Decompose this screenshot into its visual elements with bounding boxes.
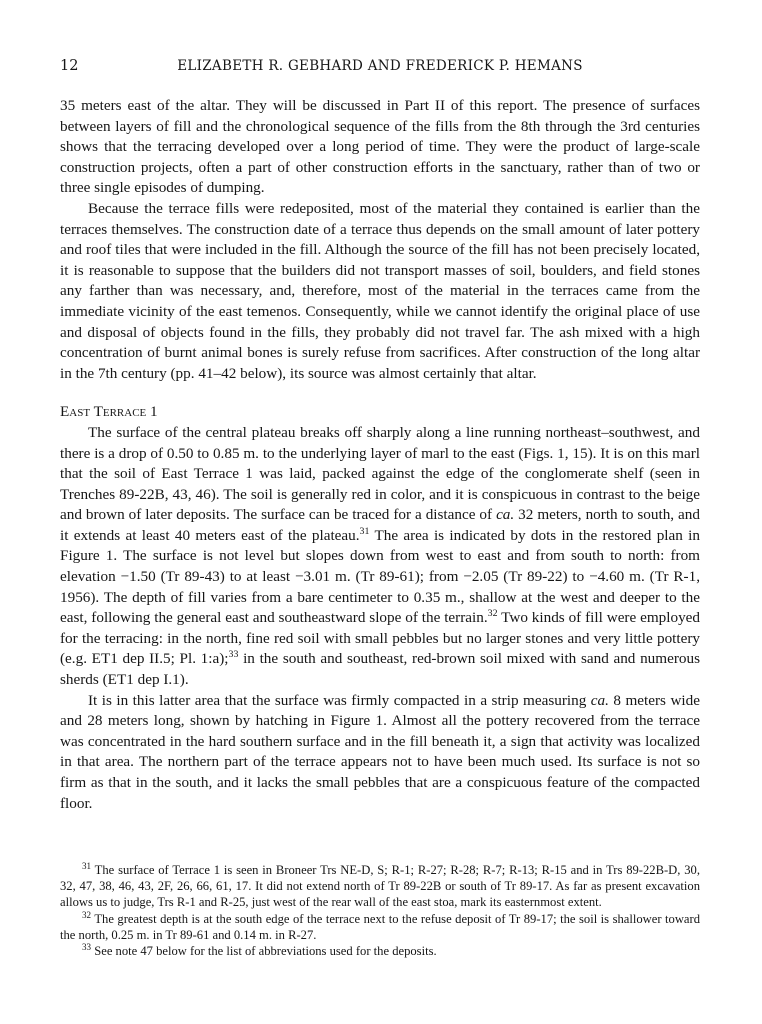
section-heading-east-terrace-1: East Terrace 1	[60, 403, 158, 421]
footnote-32-mark: 32	[82, 909, 92, 920]
paragraph-3-text-d: Two kinds of fill were employed for the terracing: in the north, fine red soil with small pebbles but no larger stones and very little pottery (e.g. ET1 dep II.5; Pl. 1:a);	[60, 609, 701, 668]
paragraph-4-text-a: It is in this latter area that the surface was firmly compacted in a strip measuring	[88, 691, 591, 709]
paragraph-3-text-b: 32 meters, north to south, and it extends at least 40 meters east of the plateau.	[60, 506, 700, 544]
paragraph-4-text-b: 8 meters wide and 28 meters long, shown by hatching in Figure 1. Almost all the pottery recovered from the terrace was concentrated in the hard southern surface and in the fill beneath it, a sign that activity was localized in that area. The northern part of the terrace appears not to have been much used. Its surface is not so firm as that in the south, and it lacks the small pebbles that are a conspicuous feature of the compacted floor.	[60, 691, 700, 812]
paragraph-1: 35 meters east of the altar. They will be discussed in Part II of this report. The presence of surfaces between layers of fill and the chronological sequence of the fills from the 8th through the 3rd centuries shows that the terracing developed over a long period of time. They were the product of large-scale construction projects, often a part of other construction efforts in the sanctuary, rather than of two or three single episodes of dumping.	[60, 97, 700, 197]
footnote-ref-33[interactable]: 33	[228, 649, 239, 661]
footnote-31-text: The surface of Terrace 1 is seen in Broneer Trs NE-D, S; R-1; R-27; R-28; R-7; R-13; R-15 and in Trs 89-22B-D, 30, 32, 47, 38, 46, 43, 2F, 26, 66, 61, 17. It did not extend north of Tr 89-22B or south of Tr 89-17. As far as present excavation allows us to judge, Trs R-1 and R-25, just west of the rear wall of the east stoa, mark its easternmost extent.	[60, 863, 700, 910]
page-header	[60, 58, 700, 80]
main-text	[60, 96, 700, 814]
footnote-33-text: See note 47 below for the list of abbreviations used for the deposits.	[94, 944, 437, 959]
page-number: 12	[60, 58, 79, 74]
footnote-31	[60, 862, 700, 911]
paragraph-3-text-c: The area is indicated by dots in the restored plan in Figure 1. The surface is not level but slopes down from west to east and from south to north: from elevation −1.50 (Tr 89-43) to at least −3.01 m. (Tr 89-61); from −2.05 (Tr 89-22) to −4.60 m. (Tr R-1, 1956). The depth of fill varies from a bare centimeter to 0.35 m., shallow at the west and deeper to the east, following the general east and southeastward slope of the terrain.	[60, 526, 700, 627]
footnote-33-mark: 33	[82, 941, 92, 952]
paragraph-4-ca: ca.	[590, 691, 609, 709]
footnote-ref-32[interactable]: 32	[487, 608, 498, 620]
paragraph-3	[60, 423, 700, 691]
footnote-32-text: The greatest depth is at the south edge of the terrace next to the refuse deposit of Tr 89-17; the soil is shallower toward the north, 0.25 m. in Tr 89-61 and 0.14 m. in R-27.	[60, 911, 701, 942]
running-head: ELIZABETH R. GEBHARD AND FREDERICK P. HEMANS	[177, 58, 583, 74]
paragraph-3-ca: ca.	[496, 506, 515, 524]
paragraph-4	[60, 691, 700, 815]
footnote-32	[60, 911, 700, 943]
paragraph-3-text-a: The surface of the central plateau breaks off sharply along a line running northeast–southwest, and there is a drop of 0.50 to 0.85 m. to the underlying layer of marl to the east (Figs. 1, 15). It is on this marl that the soil of East Terrace 1 was laid, packed against the edge of the conglomerate shelf (seen in Trenches 89-22B, 43, 46). The soil is generally red in color, and it is conspicuous in contrast to the beige and brown of later deposits. The surface can be traced for a distance of	[60, 423, 700, 524]
footnote-33	[60, 943, 700, 959]
footnotes	[60, 862, 700, 959]
footnote-31-mark: 31	[82, 860, 92, 871]
paragraph-3-text-e: in the south and southeast, red-brown soil mixed with sand and numerous sherds (ET1 dep I.1).	[60, 650, 700, 689]
footnote-ref-31[interactable]: 31	[359, 525, 370, 537]
paragraph-2: Because the terrace fills were redeposited, most of the material they contained is earlier than the terraces themselves. The construction date of a terrace thus depends on the small amount of later pottery and roof tiles that were included in the fill. Although the source of the fill has not been precisely located, it is reasonable to suppose that the builders did not transport masses of soil, boulders, and field stones any farther than was necessary, and, therefore, most of the material in the terraces came from the immediate vicinity of the east temenos. Consequently, while we cannot identify the original place of use and disposal of objects found in the fills, they probably did not travel far. The ash mixed with a high concentration of burnt animal bones is surely refuse from sacrifices. After construction of the long altar in the 7th century (pp. 41–42 below), its source was almost certainly that altar.	[60, 199, 700, 382]
